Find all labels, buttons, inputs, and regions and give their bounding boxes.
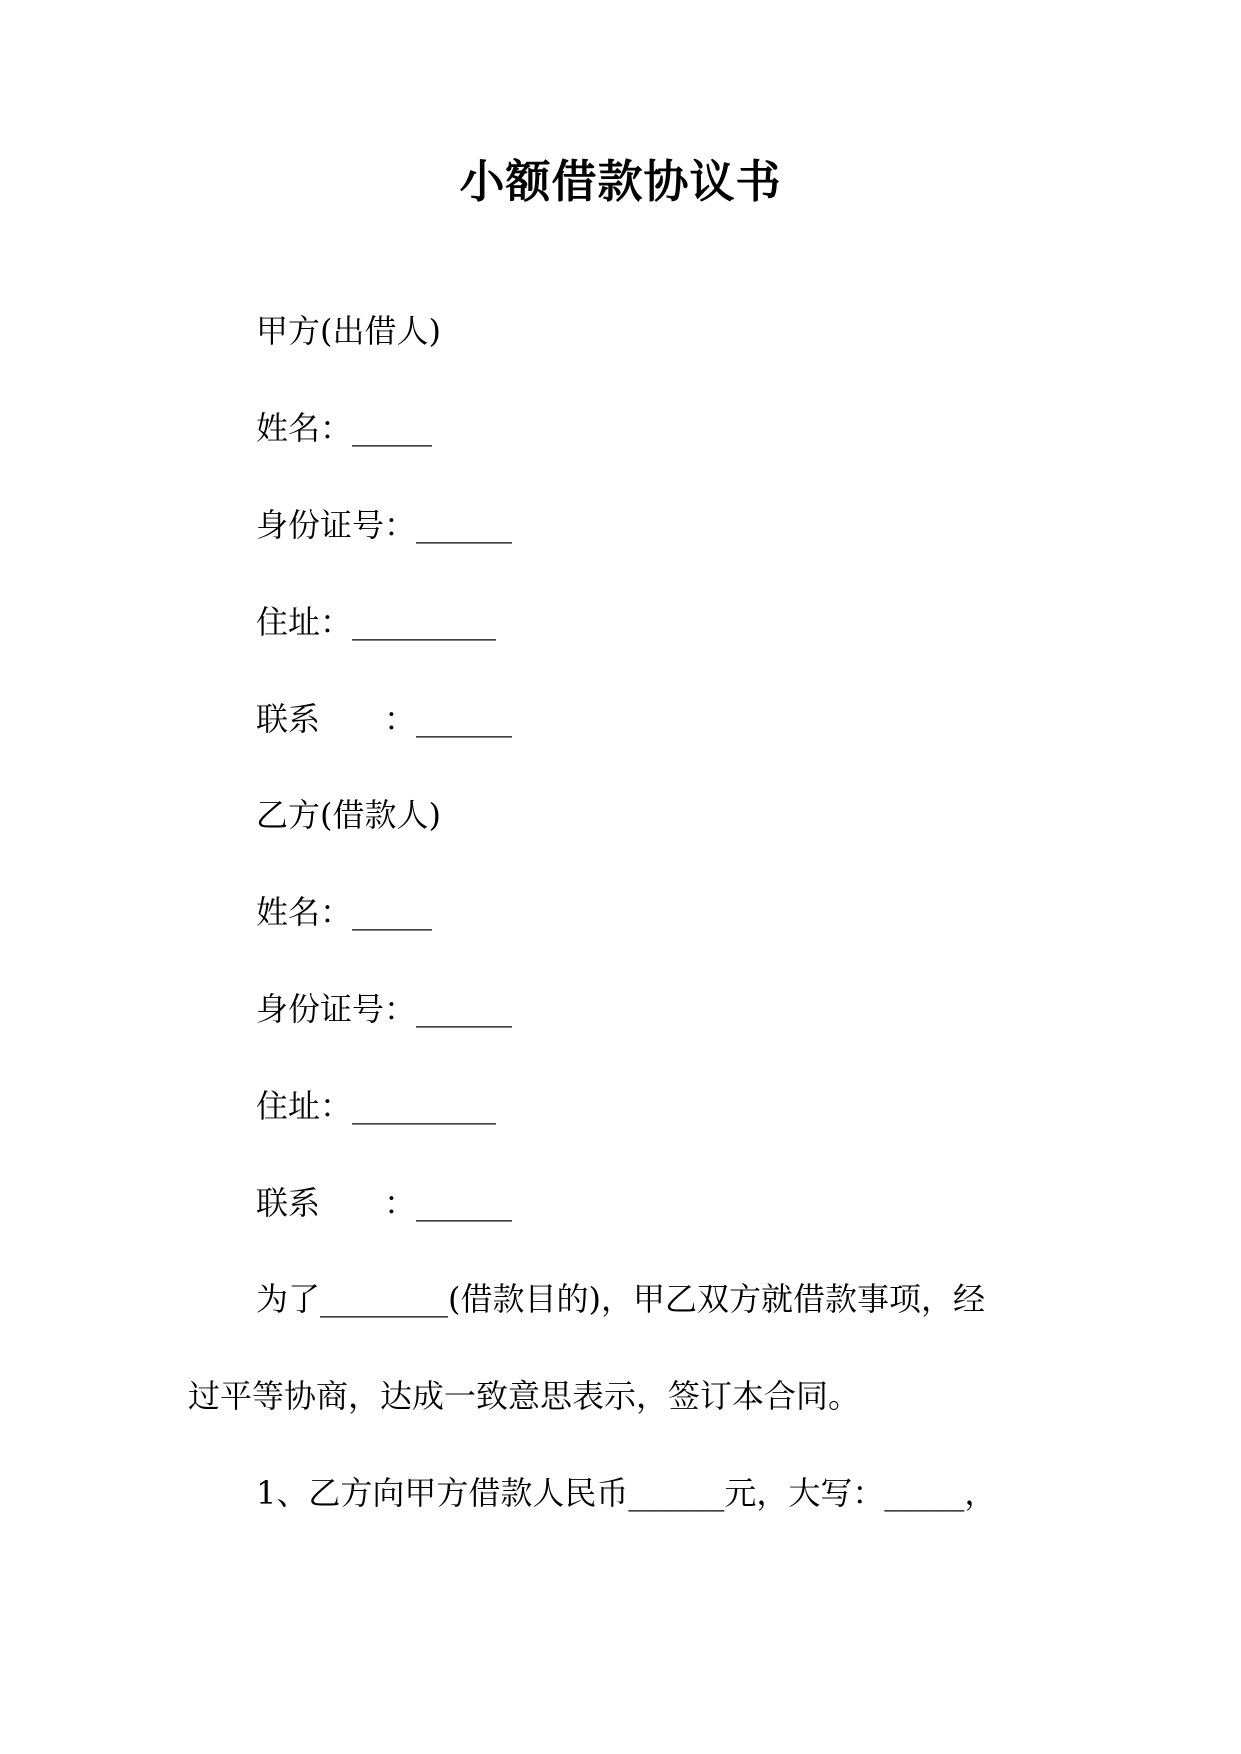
borrower-name-field: 姓名：_____ [256, 893, 433, 931]
borrower-heading: 乙方(借款人) [256, 796, 441, 834]
lender-contact-field: 联系 ：______ [256, 700, 513, 738]
lender-name-field: 姓名：_____ [256, 409, 433, 447]
clause-1-line: 1、乙方向甲方借款人民币______元，大写：_____， [256, 1474, 997, 1512]
lender-id-field: 身份证号：______ [256, 506, 513, 544]
purpose-paragraph-line-1: 为了________(借款目的)，甲乙双方就借款事项，经 [256, 1280, 985, 1318]
purpose-paragraph-line-2: 过平等协商，达成一致意思表示，签订本合同。 [188, 1377, 861, 1415]
lender-heading: 甲方(出借人) [256, 312, 441, 350]
borrower-id-field: 身份证号：______ [256, 990, 513, 1028]
borrower-address-field: 住址：_________ [256, 1087, 497, 1125]
document-title: 小额借款协议书 [459, 155, 782, 208]
borrower-contact-field: 联系 ：______ [256, 1184, 513, 1222]
lender-address-field: 住址：_________ [256, 603, 497, 641]
